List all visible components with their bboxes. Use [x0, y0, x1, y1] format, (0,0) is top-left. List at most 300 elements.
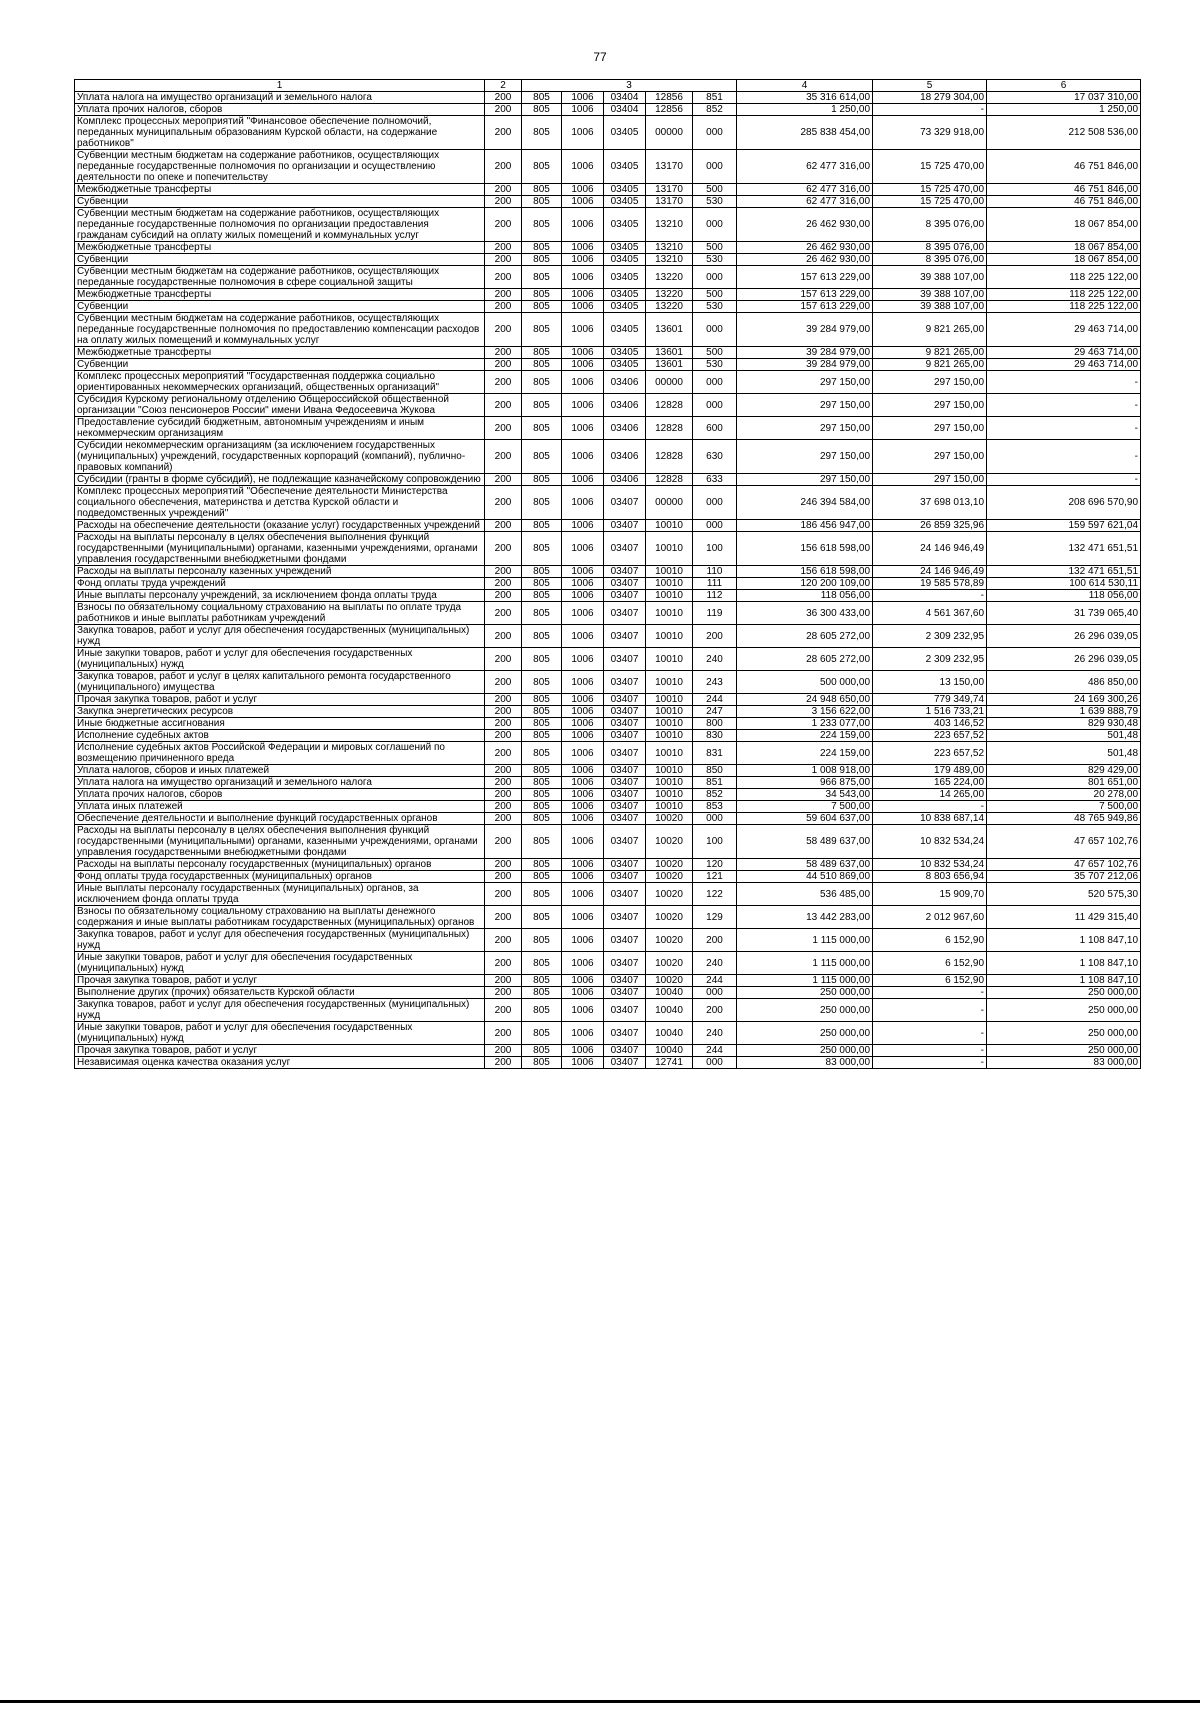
table-row: [75, 1045, 1141, 1057]
row-remainder: 801 651,00: [987, 777, 1141, 789]
row-section: 805: [522, 578, 562, 590]
row-remainder: 118 225 122,00: [987, 266, 1141, 289]
table-body: [75, 92, 1141, 1069]
row-approved: 297 150,00: [737, 440, 873, 474]
row-section: 805: [522, 150, 562, 184]
row-name: Субсидия Курскому региональному отделению Общероссийской общественной организации "Союз пенсионеров России" имени Ивана Федосеевича Жукова: [75, 394, 485, 417]
row-ministry-code: 200: [485, 648, 522, 671]
row-ministry-code: 200: [485, 371, 522, 394]
row-approved: 285 838 454,00: [737, 116, 873, 150]
row-section: 805: [522, 777, 562, 789]
row-direction: 10010: [646, 742, 693, 765]
row-executed: 8 395 076,00: [873, 242, 987, 254]
row-section: 805: [522, 313, 562, 347]
row-ministry-code: 200: [485, 208, 522, 242]
table-row: [75, 92, 1141, 104]
row-executed: 39 388 107,00: [873, 289, 987, 301]
row-ministry-code: 200: [485, 440, 522, 474]
row-remainder: 18 067 854,00: [987, 242, 1141, 254]
row-section: 805: [522, 929, 562, 952]
row-name: Закупка товаров, работ и услуг для обеспечения государственных (муниципальных) нужд: [75, 929, 485, 952]
row-section: 805: [522, 871, 562, 883]
row-subsection: 1006: [562, 520, 604, 532]
row-name: Прочая закупка товаров, работ и услуг: [75, 694, 485, 706]
row-program: 03407: [604, 859, 646, 871]
row-section: 805: [522, 417, 562, 440]
row-executed: -: [873, 590, 987, 602]
row-direction: 12828: [646, 394, 693, 417]
row-program: 03407: [604, 765, 646, 777]
row-approved: 39 284 979,00: [737, 359, 873, 371]
row-direction: 13170: [646, 150, 693, 184]
table-row: [75, 590, 1141, 602]
table-row: [75, 184, 1141, 196]
row-subsection: 1006: [562, 975, 604, 987]
row-name: Комплекс процессных мероприятий "Финансовое обеспечение полномочий, переданных муниципальным образованиям Курской области, на содержание работников": [75, 116, 485, 150]
table-row: [75, 825, 1141, 859]
row-remainder: 159 597 621,04: [987, 520, 1141, 532]
row-program: 03405: [604, 359, 646, 371]
row-approved: 34 543,00: [737, 789, 873, 801]
row-section: 805: [522, 1022, 562, 1045]
row-expense-type: 100: [693, 532, 737, 566]
row-name: Субвенции: [75, 254, 485, 266]
row-name: Прочая закупка товаров, работ и услуг: [75, 1045, 485, 1057]
row-section: 805: [522, 706, 562, 718]
row-program: 03407: [604, 520, 646, 532]
row-subsection: 1006: [562, 648, 604, 671]
header-col-6: 6: [987, 80, 1141, 92]
row-expense-type: 200: [693, 999, 737, 1022]
row-direction: 10010: [646, 520, 693, 532]
table-row: [75, 371, 1141, 394]
row-subsection: 1006: [562, 765, 604, 777]
row-executed: 223 657,52: [873, 730, 987, 742]
row-subsection: 1006: [562, 801, 604, 813]
row-expense-type: 600: [693, 417, 737, 440]
row-remainder: 31 739 065,40: [987, 602, 1141, 625]
row-subsection: 1006: [562, 359, 604, 371]
row-name: Иные выплаты персоналу государственных (муниципальных) органов, за исключением фонда оплаты труда: [75, 883, 485, 906]
row-direction: 10040: [646, 1022, 693, 1045]
row-ministry-code: 200: [485, 116, 522, 150]
row-section: 805: [522, 648, 562, 671]
row-subsection: 1006: [562, 718, 604, 730]
row-subsection: 1006: [562, 486, 604, 520]
row-subsection: 1006: [562, 1022, 604, 1045]
row-name: Закупка товаров, работ и услуг для обеспечения государственных (муниципальных) нужд: [75, 625, 485, 648]
row-subsection: 1006: [562, 417, 604, 440]
row-approved: 186 456 947,00: [737, 520, 873, 532]
row-expense-type: 240: [693, 1022, 737, 1045]
header-col-3: 3: [522, 80, 737, 92]
row-remainder: 250 000,00: [987, 999, 1141, 1022]
row-remainder: -: [987, 440, 1141, 474]
row-name: Фонд оплаты труда учреждений: [75, 578, 485, 590]
row-remainder: 24 169 300,26: [987, 694, 1141, 706]
row-subsection: 1006: [562, 440, 604, 474]
table-row: [75, 801, 1141, 813]
row-name: Иные закупки товаров, работ и услуг для обеспечения государственных (муниципальных) нужд: [75, 952, 485, 975]
row-executed: 15 725 470,00: [873, 150, 987, 184]
row-section: 805: [522, 359, 562, 371]
table-row: [75, 208, 1141, 242]
row-program: 03407: [604, 578, 646, 590]
row-program: 03405: [604, 116, 646, 150]
row-executed: 4 561 367,60: [873, 602, 987, 625]
table-row: [75, 999, 1141, 1022]
row-ministry-code: 200: [485, 801, 522, 813]
row-program: 03407: [604, 777, 646, 789]
row-direction: 10010: [646, 648, 693, 671]
row-program: 03404: [604, 104, 646, 116]
row-expense-type: 000: [693, 266, 737, 289]
row-remainder: -: [987, 371, 1141, 394]
row-executed: 6 152,90: [873, 952, 987, 975]
row-remainder: 83 000,00: [987, 1057, 1141, 1069]
row-name: Исполнение судебных актов Российской Федерации и мировых соглашений по возмещению причиненного вреда: [75, 742, 485, 765]
row-direction: 00000: [646, 486, 693, 520]
row-ministry-code: 200: [485, 347, 522, 359]
row-program: 03405: [604, 208, 646, 242]
row-subsection: 1006: [562, 266, 604, 289]
row-program: 03407: [604, 742, 646, 765]
row-subsection: 1006: [562, 987, 604, 999]
row-subsection: 1006: [562, 184, 604, 196]
row-program: 03407: [604, 648, 646, 671]
row-remainder: 1 108 847,10: [987, 952, 1141, 975]
row-program: 03407: [604, 566, 646, 578]
row-remainder: 132 471 651,51: [987, 566, 1141, 578]
row-direction: 12741: [646, 1057, 693, 1069]
row-approved: 28 605 272,00: [737, 648, 873, 671]
row-executed: 2 012 967,60: [873, 906, 987, 929]
row-name: Расходы на выплаты персоналу государственных (муниципальных) органов: [75, 859, 485, 871]
row-subsection: 1006: [562, 208, 604, 242]
row-expense-type: 111: [693, 578, 737, 590]
row-approved: 157 613 229,00: [737, 301, 873, 313]
row-section: 805: [522, 765, 562, 777]
row-program: 03407: [604, 671, 646, 694]
row-approved: 1 008 918,00: [737, 765, 873, 777]
header-col-2: 2: [485, 80, 522, 92]
row-subsection: 1006: [562, 104, 604, 116]
row-executed: 297 150,00: [873, 417, 987, 440]
row-section: 805: [522, 289, 562, 301]
row-direction: 13601: [646, 359, 693, 371]
row-executed: 779 349,74: [873, 694, 987, 706]
row-executed: 18 279 304,00: [873, 92, 987, 104]
row-name: Межбюджетные трансферты: [75, 242, 485, 254]
bottom-scan-edge: [0, 1700, 1200, 1703]
row-approved: 1 115 000,00: [737, 975, 873, 987]
row-remainder: 1 250,00: [987, 104, 1141, 116]
table-row: [75, 906, 1141, 929]
row-remainder: 520 575,30: [987, 883, 1141, 906]
row-approved: 58 489 637,00: [737, 859, 873, 871]
row-expense-type: 000: [693, 150, 737, 184]
row-ministry-code: 200: [485, 486, 522, 520]
row-direction: 10020: [646, 825, 693, 859]
row-program: 03406: [604, 371, 646, 394]
row-remainder: 35 707 212,06: [987, 871, 1141, 883]
row-approved: 297 150,00: [737, 474, 873, 486]
row-section: 805: [522, 952, 562, 975]
row-name: Фонд оплаты труда государственных (муниципальных) органов: [75, 871, 485, 883]
row-approved: 156 618 598,00: [737, 532, 873, 566]
row-expense-type: 000: [693, 371, 737, 394]
table-row: [75, 474, 1141, 486]
row-subsection: 1006: [562, 929, 604, 952]
row-expense-type: 244: [693, 975, 737, 987]
row-program: 03407: [604, 718, 646, 730]
row-approved: 250 000,00: [737, 987, 873, 999]
row-section: 805: [522, 825, 562, 859]
row-direction: 10010: [646, 625, 693, 648]
row-section: 805: [522, 859, 562, 871]
row-ministry-code: 200: [485, 742, 522, 765]
row-remainder: 20 278,00: [987, 789, 1141, 801]
table-row: [75, 859, 1141, 871]
row-executed: 73 329 918,00: [873, 116, 987, 150]
row-ministry-code: 200: [485, 765, 522, 777]
row-subsection: 1006: [562, 1057, 604, 1069]
row-expense-type: 200: [693, 625, 737, 648]
row-subsection: 1006: [562, 625, 604, 648]
row-approved: 24 948 650,00: [737, 694, 873, 706]
row-executed: 9 821 265,00: [873, 347, 987, 359]
row-ministry-code: 200: [485, 999, 522, 1022]
row-ministry-code: 200: [485, 590, 522, 602]
row-program: 03407: [604, 694, 646, 706]
row-expense-type: 500: [693, 347, 737, 359]
row-subsection: 1006: [562, 694, 604, 706]
row-approved: 62 477 316,00: [737, 150, 873, 184]
row-program: 03405: [604, 313, 646, 347]
row-direction: 10010: [646, 706, 693, 718]
row-executed: -: [873, 999, 987, 1022]
row-ministry-code: 200: [485, 532, 522, 566]
row-expense-type: 121: [693, 871, 737, 883]
row-expense-type: 630: [693, 440, 737, 474]
row-ministry-code: 200: [485, 871, 522, 883]
row-direction: 10020: [646, 859, 693, 871]
row-expense-type: 530: [693, 301, 737, 313]
row-direction: 10040: [646, 999, 693, 1022]
row-name: Предоставление субсидий бюджетным, автономным учреждениям и иным некоммерческим организациям: [75, 417, 485, 440]
row-approved: 250 000,00: [737, 1045, 873, 1057]
row-section: 805: [522, 718, 562, 730]
row-section: 805: [522, 92, 562, 104]
row-name: Взносы по обязательному социальному страхованию на выплаты денежного содержания и иные выплаты работникам государственных (муниципальных) органов: [75, 906, 485, 929]
row-program: 03405: [604, 184, 646, 196]
row-executed: 10 832 534,24: [873, 825, 987, 859]
row-name: Иные бюджетные ассигнования: [75, 718, 485, 730]
row-executed: -: [873, 1057, 987, 1069]
row-executed: 165 224,00: [873, 777, 987, 789]
header-col-4: 4: [737, 80, 873, 92]
row-subsection: 1006: [562, 474, 604, 486]
row-remainder: 1 108 847,10: [987, 975, 1141, 987]
row-direction: 13210: [646, 254, 693, 266]
row-expense-type: 000: [693, 987, 737, 999]
row-approved: 156 618 598,00: [737, 566, 873, 578]
row-name: Выполнение других (прочих) обязательств Курской области: [75, 987, 485, 999]
row-expense-type: 530: [693, 196, 737, 208]
row-approved: 44 510 869,00: [737, 871, 873, 883]
row-approved: 157 613 229,00: [737, 289, 873, 301]
row-expense-type: 112: [693, 590, 737, 602]
row-remainder: 1 108 847,10: [987, 929, 1141, 952]
row-executed: 6 152,90: [873, 975, 987, 987]
row-ministry-code: 200: [485, 184, 522, 196]
row-subsection: 1006: [562, 706, 604, 718]
row-direction: 10010: [646, 566, 693, 578]
row-expense-type: 110: [693, 566, 737, 578]
row-direction: 10020: [646, 871, 693, 883]
row-expense-type: 000: [693, 813, 737, 825]
row-expense-type: 500: [693, 184, 737, 196]
row-direction: 12828: [646, 417, 693, 440]
row-section: 805: [522, 254, 562, 266]
table-row: [75, 417, 1141, 440]
row-expense-type: 530: [693, 254, 737, 266]
row-remainder: 29 463 714,00: [987, 347, 1141, 359]
row-name: Уплата налога на имущество организаций и земельного налога: [75, 777, 485, 789]
table-row: [75, 301, 1141, 313]
row-subsection: 1006: [562, 313, 604, 347]
row-ministry-code: 200: [485, 929, 522, 952]
row-remainder: 29 463 714,00: [987, 359, 1141, 371]
table-row: [75, 929, 1141, 952]
row-name: Субвенции: [75, 301, 485, 313]
row-approved: 297 150,00: [737, 394, 873, 417]
row-executed: 8 803 656,94: [873, 871, 987, 883]
table-row: [75, 150, 1141, 184]
row-remainder: 501,48: [987, 730, 1141, 742]
row-direction: 10010: [646, 602, 693, 625]
row-direction: 10010: [646, 789, 693, 801]
row-approved: 297 150,00: [737, 371, 873, 394]
row-name: Иные закупки товаров, работ и услуг для обеспечения государственных (муниципальных) нужд: [75, 1022, 485, 1045]
row-direction: 13170: [646, 184, 693, 196]
table-row: [75, 578, 1141, 590]
row-remainder: 29 463 714,00: [987, 313, 1141, 347]
row-subsection: 1006: [562, 906, 604, 929]
row-ministry-code: 200: [485, 694, 522, 706]
row-section: 805: [522, 1057, 562, 1069]
budget-table: [74, 79, 1141, 1069]
row-name: Уплата налогов, сборов и иных платежей: [75, 765, 485, 777]
row-program: 03407: [604, 999, 646, 1022]
row-direction: 10010: [646, 694, 693, 706]
table-row: [75, 196, 1141, 208]
row-name: Независимая оценка качества оказания услуг: [75, 1057, 485, 1069]
row-ministry-code: 200: [485, 104, 522, 116]
row-subsection: 1006: [562, 289, 604, 301]
row-section: 805: [522, 440, 562, 474]
row-subsection: 1006: [562, 730, 604, 742]
row-approved: 28 605 272,00: [737, 625, 873, 648]
row-program: 03405: [604, 266, 646, 289]
row-expense-type: 000: [693, 208, 737, 242]
row-ministry-code: 200: [485, 1022, 522, 1045]
row-program: 03406: [604, 394, 646, 417]
table-row: [75, 394, 1141, 417]
row-direction: 12828: [646, 474, 693, 486]
row-executed: 37 698 013,10: [873, 486, 987, 520]
row-expense-type: 000: [693, 116, 737, 150]
row-remainder: 118 225 122,00: [987, 289, 1141, 301]
row-program: 03404: [604, 92, 646, 104]
row-section: 805: [522, 975, 562, 987]
row-approved: 83 000,00: [737, 1057, 873, 1069]
row-direction: 12856: [646, 104, 693, 116]
table-row: [75, 1022, 1141, 1045]
row-program: 03407: [604, 532, 646, 566]
row-program: 03406: [604, 440, 646, 474]
row-program: 03407: [604, 602, 646, 625]
row-executed: 24 146 946,49: [873, 532, 987, 566]
table-row: [75, 671, 1141, 694]
row-name: Субсидии (гранты в форме субсидий), не подлежащие казначейскому сопровождению: [75, 474, 485, 486]
row-name: Закупка товаров, работ и услуг для обеспечения государственных (муниципальных) нужд: [75, 999, 485, 1022]
page-number: 77: [593, 50, 607, 64]
row-approved: 26 462 930,00: [737, 208, 873, 242]
row-program: 03407: [604, 590, 646, 602]
row-remainder: 47 657 102,76: [987, 859, 1141, 871]
table-row: [75, 359, 1141, 371]
row-section: 805: [522, 625, 562, 648]
row-remainder: 250 000,00: [987, 987, 1141, 999]
row-direction: 12828: [646, 440, 693, 474]
row-ministry-code: 200: [485, 359, 522, 371]
row-direction: 10010: [646, 765, 693, 777]
row-approved: 1 250,00: [737, 104, 873, 116]
table-row: [75, 347, 1141, 359]
row-executed: 403 146,52: [873, 718, 987, 730]
row-approved: 118 056,00: [737, 590, 873, 602]
row-ministry-code: 200: [485, 566, 522, 578]
row-subsection: 1006: [562, 150, 604, 184]
row-ministry-code: 200: [485, 1045, 522, 1057]
row-section: 805: [522, 104, 562, 116]
table-row: [75, 532, 1141, 566]
row-ministry-code: 200: [485, 242, 522, 254]
row-program: 03407: [604, 706, 646, 718]
row-name: Расходы на выплаты персоналу в целях обеспечения выполнения функций государственными (муниципальными) органами, казенными учреждениями, органами управления государственными внебюджетными фондами: [75, 532, 485, 566]
row-ministry-code: 200: [485, 789, 522, 801]
row-name: Уплата прочих налогов, сборов: [75, 789, 485, 801]
row-remainder: 829 429,00: [987, 765, 1141, 777]
row-approved: 1 115 000,00: [737, 952, 873, 975]
row-executed: 1 516 733,21: [873, 706, 987, 718]
row-name: Прочая закупка товаров, работ и услуг: [75, 975, 485, 987]
table-row: [75, 871, 1141, 883]
row-subsection: 1006: [562, 777, 604, 789]
row-program: 03407: [604, 730, 646, 742]
row-section: 805: [522, 394, 562, 417]
row-approved: 536 485,00: [737, 883, 873, 906]
row-ministry-code: 200: [485, 313, 522, 347]
row-section: 805: [522, 208, 562, 242]
table-row: [75, 313, 1141, 347]
row-remainder: 212 508 536,00: [987, 116, 1141, 150]
row-remainder: 11 429 315,40: [987, 906, 1141, 929]
row-expense-type: 000: [693, 313, 737, 347]
row-program: 03407: [604, 825, 646, 859]
row-ministry-code: 200: [485, 883, 522, 906]
